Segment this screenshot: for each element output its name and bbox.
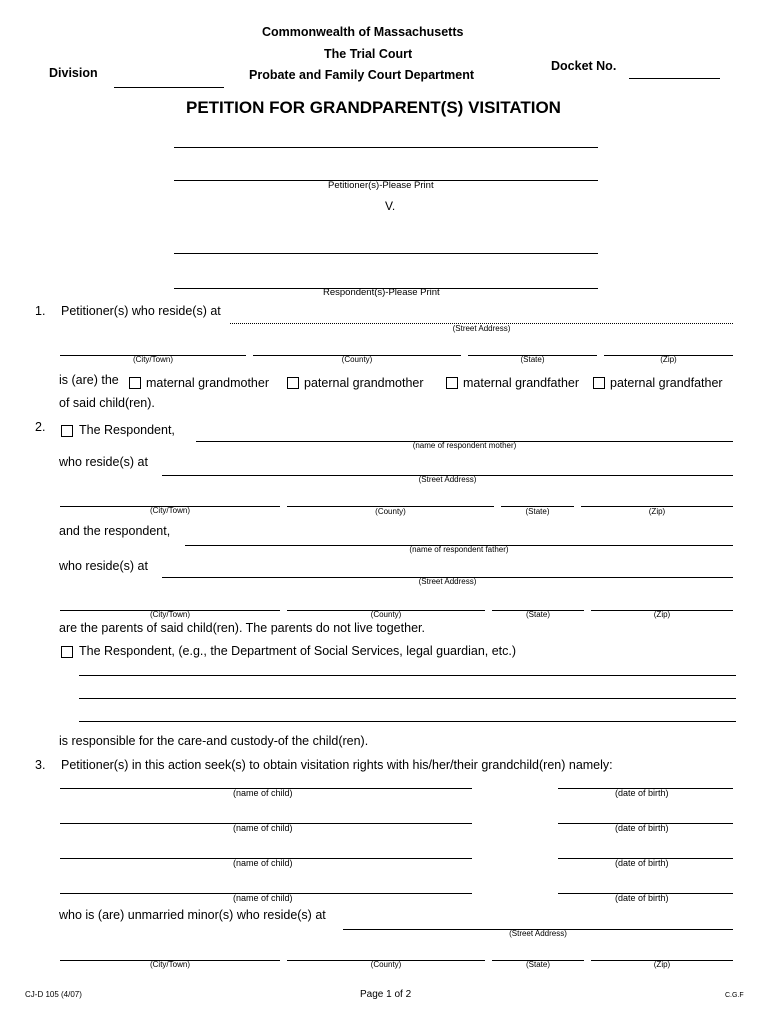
paternal-grandmother-checkbox[interactable]: [287, 377, 299, 389]
s1-zip-label: (Zip): [660, 355, 677, 364]
s3-state-label: (State): [525, 960, 550, 969]
maternal-grandfather-label: maternal grandfather: [463, 376, 580, 390]
child-name-2-label: (name of child): [233, 823, 293, 833]
s2b-street-label: (Street Address): [418, 577, 477, 586]
resp-mother-label: (name of respondent mother): [412, 441, 517, 450]
s2b-county-label: (County): [370, 610, 402, 619]
child-dob-2-label: (date of birth): [615, 823, 669, 833]
other-resp-line-2[interactable]: [79, 698, 736, 699]
form-title: PETITION FOR GRANDPARENT(S) VISITATION: [186, 98, 561, 117]
s3-zip-label: (Zip): [653, 960, 671, 969]
s2a-city-label: (City/Town): [149, 506, 190, 515]
respondents-caption-label: Respondent(s)-Please Print: [323, 287, 440, 298]
is-are-label: is (are) the: [59, 373, 119, 387]
page-number: Page 1 of 2: [360, 989, 412, 1000]
s3-street-label: (Street Address): [509, 929, 567, 938]
who-resides-1: who reside(s) at: [59, 455, 148, 469]
respondent-label: The Respondent,: [79, 423, 175, 437]
s2b-state-label: (State): [525, 610, 550, 619]
of-said-children: of said child(ren).: [59, 396, 155, 410]
section-1-text: Petitioner(s) who reside(s) at: [61, 304, 221, 318]
other-respondent-checkbox[interactable]: [61, 646, 73, 658]
s1-street-label: (Street Address): [452, 324, 511, 333]
docket-field[interactable]: [629, 78, 720, 79]
header-commonwealth: Commonwealth of Massachusetts: [262, 25, 464, 39]
petitioners-caption-label: Petitioner(s)-Please Print: [328, 180, 434, 191]
who-resides-2: who reside(s) at: [59, 559, 148, 573]
maternal-grandmother-label: maternal grandmother: [146, 376, 269, 390]
petitioner-line-1[interactable]: [174, 147, 598, 148]
parents-statement: are the parents of said child(ren). The parents do not live together.: [59, 621, 425, 635]
s2a-zip-label: (Zip): [648, 507, 666, 516]
child-dob-3-label: (date of birth): [615, 858, 669, 868]
maternal-grandmother-checkbox[interactable]: [129, 377, 141, 389]
child-name-3-label: (name of child): [233, 858, 293, 868]
s1-state-label: (State): [520, 355, 545, 364]
paternal-grandmother-label: paternal grandmother: [304, 376, 424, 390]
s3-county-label: (County): [370, 960, 402, 969]
s2b-zip-label: (Zip): [653, 610, 671, 619]
respondent-line-1[interactable]: [174, 253, 598, 254]
other-respondent-label: The Respondent, (e.g., the Department of Social Services, legal guardian, etc.): [79, 644, 517, 658]
versus-label: V.: [385, 199, 396, 213]
section-1-number: 1.: [35, 304, 46, 318]
paternal-grandfather-checkbox[interactable]: [593, 377, 605, 389]
header-trial-court: The Trial Court: [324, 47, 413, 61]
s2b-city-label: (City/Town): [149, 610, 190, 619]
s3-city-label: (City/Town): [149, 960, 190, 969]
division-label: Division: [49, 66, 98, 80]
s2a-street-label: (Street Address): [418, 475, 477, 484]
s2a-county-label: (County): [375, 507, 406, 516]
s1-city-label: (City/Town): [132, 355, 173, 364]
paternal-grandfather-label: paternal grandfather: [610, 376, 723, 390]
and-respondent: and the respondent,: [59, 524, 171, 538]
care-custody-text: is responsible for the care-and custody-of the child(ren).: [59, 734, 369, 748]
section-3-number: 3.: [35, 758, 46, 772]
header-department: Probate and Family Court Department: [249, 68, 475, 82]
resp-father-label: (name of respondent father): [409, 545, 509, 554]
child-name-4-label: (name of child): [233, 893, 293, 903]
minors-text: who is (are) unmarried minor(s) who reside(s) at: [59, 908, 326, 922]
section-2-number: 2.: [35, 420, 46, 434]
child-dob-1-label: (date of birth): [615, 788, 669, 798]
division-field[interactable]: [114, 87, 224, 88]
section-3-text: Petitioner(s) in this action seek(s) to obtain visitation rights with his/her/their grandchild(ren) namely:: [61, 758, 613, 772]
docket-label: Docket No.: [551, 59, 617, 73]
other-resp-line-1[interactable]: [79, 675, 736, 676]
s2a-state-label: (State): [525, 507, 550, 516]
child-dob-4-label: (date of birth): [615, 893, 669, 903]
form-id: CJ-D 105 (4/07): [25, 990, 82, 999]
respondent-parents-checkbox[interactable]: [61, 425, 73, 437]
maternal-grandfather-checkbox[interactable]: [446, 377, 458, 389]
form-code: C.G.F: [725, 992, 744, 999]
s1-county-label: (County): [341, 355, 373, 364]
child-name-1-label: (name of child): [233, 788, 293, 798]
other-resp-line-3[interactable]: [79, 721, 736, 722]
